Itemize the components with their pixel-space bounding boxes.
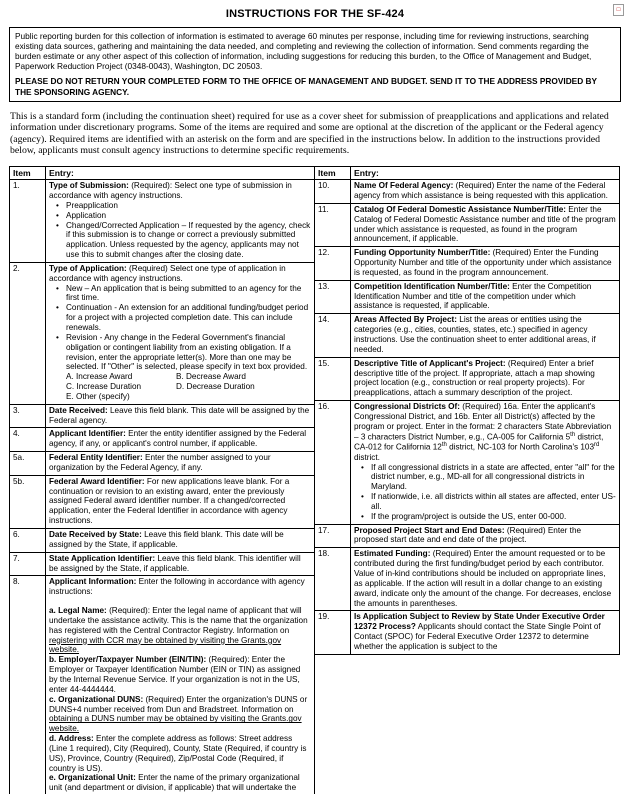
entry-text-segment: Catalog Of Federal Domestic Assistance Number/Title: (354, 204, 567, 214)
entry-paragraph (49, 577, 311, 597)
entry-cell (351, 280, 620, 314)
bullet-text (66, 303, 311, 333)
instruction-row (10, 529, 315, 553)
item-number: 7. (10, 552, 46, 576)
bullet-item (361, 512, 616, 522)
entry-text-segment: (Required) Enter the organization's DUNS or DUNS+4 number received from Dun and Bradstreet. Information on (49, 694, 308, 714)
entry-text-segment: (Required): Enter the legal name of applicant that will undertake the assistance activity. This is the name that the organization has registered with the Central Contractor Registry. Information on (49, 606, 308, 635)
entry-text-segment: List the areas or entities using the categories (e.g., cities, counties, states, etc.) specified in agency instructions. Use the continuation sheet to enter additional areas, if needed. (354, 315, 596, 354)
entry-text-segment: b. Employer/Taxpayer Number (EIN/TIN): (49, 655, 207, 665)
entry-text-segment: Application (66, 210, 107, 220)
entry-text-segment: Leave this field blank. This identifier will be assigned by the State, if applicable. (49, 553, 301, 573)
entry-text-segment: E. Other (specify) (66, 391, 130, 401)
entry-cell (351, 548, 620, 611)
entry-paragraph (354, 612, 616, 651)
broken-image-icon: □ (613, 4, 624, 16)
entry-text-segment: Continuation - An extension for an additional funding/budget period for a project with a projected completion date. This can include renewals. (66, 303, 309, 332)
table-header-row (10, 166, 315, 179)
entry-paragraph (354, 359, 616, 398)
bullet-text (66, 221, 311, 260)
option-letter-line (66, 372, 311, 382)
instruction-row (315, 280, 620, 314)
burden-statement-text: Public reporting burden for this collection of information is estimated to average 60 minutes per response, including time for reviewing instructions, searching existing data sources, gathering and maintaining the data needed, and completing and reviewing the collection of information. Send comments regarding the burden estimate or any other aspect of this collection of information, including suggestions for reducing this burden, to the Office of Management and Budget, Paperwork Reduction Project (0348-0043), Washington, DC 20503. (15, 31, 592, 72)
entry-text-segment: (Required) Enter a brief descriptive title of the project. If appropriate, attach a map showing project location (e.g., construction or real property projects). For preapplications, attach a summary description of the project. (354, 358, 595, 398)
entry-cell (46, 576, 315, 794)
item-number: 5b. (10, 475, 46, 528)
entry-text-segment: district. (354, 452, 380, 462)
instruction-row (10, 452, 315, 476)
instruction-row (315, 314, 620, 357)
entry-text-segment: Is Application Subject to Review by State Under Executive Order 12372 Process? (354, 612, 605, 632)
entry-text-segment: (Required) Enter the Funding Opportunity Number and title of the opportunity under which assistance is requested, as found in the program announcement. (354, 248, 612, 277)
blank-line (49, 597, 311, 606)
entry-text-segment: Type of Submission: (49, 181, 129, 191)
entry-paragraph (49, 453, 311, 473)
entry-text-segment: If the program/project is outside the US, enter 00-000. (371, 511, 567, 521)
entry-text-segment: th (441, 442, 447, 449)
instruction-row (10, 576, 315, 794)
entry-text-segment: Enter the Catalog of Federal Domestic Assistance number and title of the program under which assistance is requested, as found in the program announcement, if applicable. (354, 204, 616, 244)
entry-paragraph (354, 402, 616, 463)
bullet-item (56, 333, 311, 372)
entry-cell (46, 475, 315, 528)
instruction-row (10, 404, 315, 428)
entry-cell (46, 529, 315, 553)
entry-text-segment: (Required): Enter the Employer or Taxpayer Identification Number (EIN or TIN) as assigned by the Internal Revenue Service. If your organization is not in the US, enter 44-4444444. (49, 655, 301, 694)
entry-text-segment: (Required) Enter the amount requested or to be contributed during the first funding/budget period by each contributor. Value of in-kind contributions should be included on appropriate lines, as applicable. If the action will result in a dollar change to an existing award, indicate only the amount of the change. For decreases, enclose the amounts in parentheses. (354, 549, 612, 608)
item-column-header: Item (10, 166, 46, 179)
item-number: 15. (315, 357, 351, 400)
bullet-text (371, 492, 616, 512)
entry-text-segment: B. Decrease Award (176, 372, 246, 382)
instruction-row (10, 428, 315, 452)
item-number: 19. (315, 611, 351, 654)
entry-paragraph (354, 248, 616, 278)
page-title: INSTRUCTIONS FOR THE SF-424 (225, 8, 405, 20)
entry-text-segment: A. Increase Award (66, 372, 133, 382)
instruction-row (315, 611, 620, 654)
entry-column-header: Entry: (351, 166, 620, 179)
bullet-text (66, 211, 311, 221)
bullet-item (361, 463, 616, 493)
item-number: 18. (315, 548, 351, 611)
bullet-icon: • (56, 200, 59, 210)
bullet-icon: • (56, 210, 59, 220)
entry-paragraph (49, 554, 311, 574)
entry-cell (46, 262, 315, 404)
entry-text-segment: Enter the complete address as follows: Street address (Line 1 required), City (Required), County, State (Required, if country is US), Province, Country (Required), Zip/Postal Code (Required, if country is US). (49, 734, 307, 773)
entry-cell (46, 404, 315, 428)
item-column-header: Item (315, 166, 351, 179)
instruction-row (315, 180, 620, 204)
instruction-row (10, 262, 315, 404)
entry-text-segment: (Required): Select one type of submission in accordance with agency instructions. (49, 181, 292, 200)
option-letter-line (66, 392, 311, 402)
option-letter-line (66, 382, 311, 392)
entry-text-segment: Estimated Funding: (354, 549, 431, 559)
entry-cell (351, 357, 620, 400)
instruction-row (315, 357, 620, 400)
entry-text-segment: New – An application that is being submitted to an agency for the first time. (66, 283, 302, 303)
entry-text-segment: Enter the following in accordance with agency instructions: (49, 577, 305, 597)
entry-text-segment: Federal Entity Identifier: (49, 453, 143, 463)
entry-text-segment: rd (594, 442, 600, 449)
bullet-icon: • (56, 283, 59, 293)
entry-text-segment: Areas Affected By Project: (354, 315, 457, 325)
entry-text-segment: a. Legal Name: (49, 606, 107, 616)
entry-paragraph (49, 734, 311, 773)
entry-cell (46, 552, 315, 576)
bullet-item (56, 211, 311, 221)
entry-text-segment: Date Received by State: (49, 530, 142, 539)
bullet-icon: • (361, 462, 364, 472)
entry-text-segment: Enter the entity identifier assigned by the Federal agency, if any, or applicant's control number, if applicable. (49, 429, 307, 449)
bullet-icon: • (56, 220, 59, 230)
bullet-item (56, 284, 311, 304)
instructions-table-right (314, 166, 620, 655)
grants-gov-link[interactable]: obtaining a DUNS number may be obtained by visiting the Grants.gov website. (49, 714, 302, 734)
instruction-row (315, 203, 620, 246)
instruction-row (10, 552, 315, 576)
entry-cell (351, 524, 620, 548)
entry-paragraph (49, 406, 311, 426)
entry-text-segment: D. Decrease Duration (176, 382, 255, 392)
instructions-columns (9, 166, 621, 794)
item-number: 14. (315, 314, 351, 357)
entry-text-segment: If all congressional districts in a state are affected, enter "all" for the district number, e.g., MD-all for all congressional districts in Maryland. (371, 462, 615, 492)
entry-text-segment: Funding Opportunity Number/Title: (354, 248, 491, 258)
entry-text-segment: (Required) Enter the proposed start date and end date of the project. (354, 525, 582, 545)
bullet-icon: • (361, 492, 364, 502)
entry-text-segment: Federal Award Identifier: (49, 476, 145, 486)
entry-text-segment: Preapplication (66, 200, 118, 210)
entry-cell (46, 428, 315, 452)
instruction-row (315, 524, 620, 548)
entry-text-segment: Date Received: (49, 405, 108, 415)
entry-text-segment: district, CA-012 for California 12 (354, 432, 604, 452)
entry-text-segment: th (570, 431, 576, 438)
instruction-row (10, 475, 315, 528)
entry-text-segment: Proposed Project Start and End Dates: (354, 525, 505, 535)
bullet-text (66, 333, 311, 372)
instruction-row (315, 401, 620, 525)
item-number: 1. (10, 180, 46, 263)
entry-paragraph (354, 549, 616, 608)
entry-text-segment: (Required) Enter the name of the Federal agency from which assistance is being requested with this application. (354, 181, 608, 200)
entry-text-segment: Descriptive Title of Applicant's Project: (354, 358, 506, 368)
entry-cell (351, 611, 620, 654)
bullet-item (56, 221, 311, 260)
entry-paragraph (49, 181, 311, 201)
entry-paragraph (49, 530, 311, 550)
entry-cell (46, 180, 315, 263)
entry-text-segment: c. Organizational DUNS: (49, 694, 144, 704)
item-number: 10. (315, 180, 351, 204)
entry-text-segment: Changed/Corrected Application – If requested by the agency, check if this submission is to change or correct a previously submitted application. Unless requested by the agency, applicants may not use this to submit changes after the closing date. (66, 220, 311, 260)
entry-paragraph (49, 655, 311, 694)
entry-text-segment: Applicant Identifier: (49, 429, 126, 439)
bullet-text (66, 284, 311, 304)
entry-text-segment: (Required) Select one type of application in accordance with agency instructions. (49, 263, 286, 283)
entry-text-segment: Type of Application: (49, 263, 127, 273)
item-number: 6. (10, 529, 46, 553)
entry-text-segment: Name Of Federal Agency: (354, 181, 454, 191)
entry-text-segment: State Application Identifier: (49, 553, 156, 563)
bullet-icon: • (56, 303, 59, 313)
entry-paragraph (354, 181, 616, 201)
entry-cell (351, 247, 620, 281)
entry-text-segment: e. Organizational Unit: (49, 773, 136, 783)
entry-text-segment: Leave this field blank. This date will be assigned by the Federal agency. (49, 405, 310, 425)
entry-text-segment: Applicants should contact the State Single Point of Contact (SPOC) for Federal Executive Order 12372 to determine whether the application is subject to the (354, 622, 601, 651)
burden-statement-box (9, 27, 621, 102)
entry-text-segment: Competition Identification Number/Title: (354, 281, 510, 291)
item-number: 12. (315, 247, 351, 281)
entry-column-header: Entry: (46, 166, 315, 179)
bullet-text (371, 512, 616, 522)
entry-text-segment: Applicant Information: (49, 577, 137, 587)
entry-cell (351, 314, 620, 357)
entry-paragraph (49, 695, 311, 734)
table-header-row (315, 166, 620, 179)
entry-text-segment: Enter the number assigned to your organization by the Federal Agency, if any. (49, 453, 271, 472)
grants-gov-link[interactable]: registering with CCR may be obtained by visiting the Grants.gov website. (49, 635, 282, 655)
entry-paragraph (354, 526, 616, 546)
item-number: 13. (315, 280, 351, 314)
do-not-return-notice: PLEASE DO NOT RETURN YOUR COMPLETED FORM TO THE OFFICE OF MANAGEMENT AND BUDGET. SEND IT TO THE ADDRESS PROVIDED BY THE SPONSORING AGENCY. (15, 76, 597, 97)
item-number: 11. (315, 203, 351, 246)
bullet-icon: • (361, 511, 364, 521)
entry-text-segment: Enter the Competition Identification Number and title of the competition under which assistance is requested, if applicable. (354, 281, 592, 311)
entry-paragraph (49, 477, 311, 526)
bullet-text (371, 463, 616, 493)
item-number: 16. (315, 401, 351, 525)
instructions-table-left (9, 166, 315, 794)
entry-paragraph (49, 773, 311, 793)
bullet-icon: • (56, 332, 59, 342)
item-number: 4. (10, 428, 46, 452)
entry-paragraph (49, 429, 311, 449)
item-number: 3. (10, 404, 46, 428)
entry-paragraph (354, 315, 616, 354)
entry-cell (46, 452, 315, 476)
entry-text-segment: district, NC-103 for North Carolina's 103 (446, 442, 595, 452)
entry-text-segment: If nationwide, i.e. all districts within all states are affected, enter US-all. (371, 492, 616, 511)
bullet-item (56, 303, 311, 333)
entry-text-segment: Revision - Any change in the Federal Government's financial obligation or contingent liability from an existing obligation. If a revision, enter the appropriate letter(s). More than one may be selected. If "Other" is selected, please specify in text box provided. (66, 332, 308, 372)
entry-text-segment: Leave this field blank. This date will be assigned by the State, if applicable. (49, 530, 284, 549)
instruction-row (10, 180, 315, 263)
instruction-row (315, 247, 620, 281)
entry-paragraph (49, 606, 311, 655)
entry-text-segment: C. Increase Duration (66, 382, 142, 392)
instruction-row (315, 548, 620, 611)
entry-paragraph (49, 264, 311, 284)
entry-text-segment: For new applications leave blank. For a continuation or revision to an existing award, enter the previously assigned Federal award identifier number. If a changed/corrected application, enter the Federal Identifier in accordance with agency instructions. (49, 476, 290, 526)
entry-text-segment: d. Address: (49, 734, 94, 744)
entry-text-segment: Enter the name of the primary organizational unit (and department or division, if applicable) that will undertake the (49, 773, 300, 793)
entry-cell (351, 401, 620, 525)
entry-text-segment: (Required) 16a. Enter the applicant's Congressional District, and 16b. Enter all District(s) affected by the program or project. Enter in the format: 2 characters State Abbreviation – 3 characters District Number, e.g., CA-005 for California 5 (354, 402, 612, 442)
item-number: 2. (10, 262, 46, 404)
entry-text-segment: Congressional Districts Of: (354, 402, 461, 412)
entry-paragraph (354, 282, 616, 312)
entry-cell (351, 180, 620, 204)
item-number: 17. (315, 524, 351, 548)
bullet-text (66, 201, 311, 211)
entry-paragraph (354, 205, 616, 244)
bullet-item (361, 492, 616, 512)
item-number: 8. (10, 576, 46, 794)
entry-cell (351, 203, 620, 246)
bullet-item (56, 201, 311, 211)
item-number: 5a. (10, 452, 46, 476)
intro-paragraph: This is a standard form (including the continuation sheet) required for use as a cover sheet for submission of preapplications and applications and related information under discretionary programs. Some of the items are required and some are optional at the discretion of the applicant or the Federal agency (agency). Required items are identified with an asterisk on the form and are specified in the instructions below. In addition to the instructions provided below, applicants must consult agency instructions to determine specific requirements. (10, 110, 609, 157)
